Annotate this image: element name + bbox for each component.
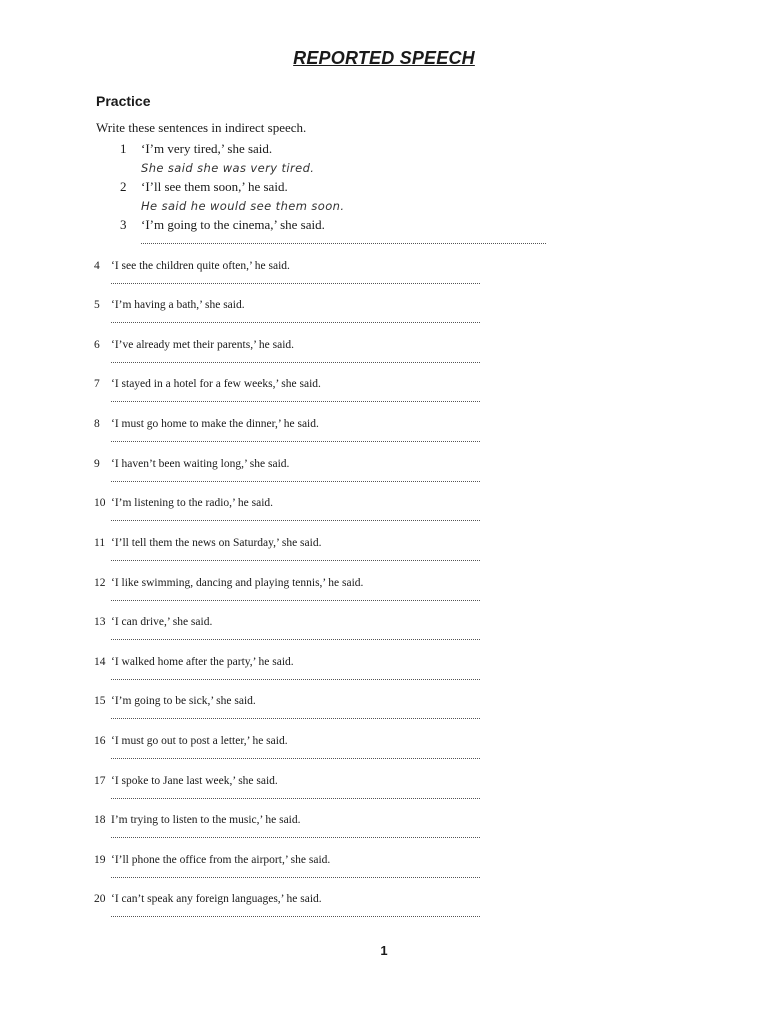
exercise-item [0, 339, 768, 377]
answer-line[interactable] [111, 718, 480, 719]
exercise-item [0, 775, 768, 813]
exercise-sentence: ‘I see the children quite often,’ he said. [111, 260, 290, 272]
example-sentence: ‘I’m going to the cinema,’ she said. [141, 217, 325, 232]
exercise-sentence: ‘I’m going to be sick,’ she said. [111, 695, 256, 707]
exercise-number: 6 [94, 339, 100, 351]
example-item [0, 217, 768, 255]
exercise-sentence: ‘I’m listening to the radio,’ he said. [111, 497, 274, 509]
exercise-number: 10 [94, 497, 106, 509]
example-answer: He said he would see them soon. [141, 199, 345, 213]
exercise-number: 13 [94, 616, 106, 628]
exercise-sentence: ‘I can drive,’ she said. [111, 616, 213, 628]
exercise-item [0, 854, 768, 892]
answer-line[interactable] [111, 798, 480, 799]
exercise-item [0, 577, 768, 615]
exercise-item [0, 814, 768, 852]
exercise-item [0, 616, 768, 654]
exercise-sentence: ‘I walked home after the party,’ he said. [111, 656, 294, 668]
page-title: REPORTED SPEECH [293, 48, 475, 68]
page-number: 1 [380, 943, 388, 958]
answer-line[interactable] [111, 520, 480, 521]
exercise-sentence: I’m trying to listen to the music,’ he said. [111, 814, 301, 826]
example-answer: She said she was very tired. [141, 161, 315, 175]
exercise-item [0, 656, 768, 694]
answer-line[interactable] [111, 639, 480, 640]
exercise-number: 5 [94, 299, 100, 311]
exercise-item [0, 458, 768, 496]
example-number: 1 [120, 141, 127, 156]
answer-line[interactable] [111, 481, 480, 482]
exercise-item [0, 735, 768, 773]
exercise-item [0, 497, 768, 535]
answer-line[interactable] [111, 283, 480, 284]
exercise-item [0, 537, 768, 575]
exercise-sentence: ‘I’ve already met their parents,’ he said. [111, 339, 295, 351]
exercise-sentence: ‘I can’t speak any foreign languages,’ he said. [111, 893, 322, 905]
answer-line[interactable] [111, 441, 480, 442]
exercise-item [0, 378, 768, 416]
exercise-sentence: ‘I haven’t been waiting long,’ she said. [111, 458, 290, 470]
exercise-number: 15 [94, 695, 106, 707]
exercise-sentence: ‘I’ll tell them the news on Saturday,’ she said. [111, 537, 322, 549]
exercise-number: 4 [94, 260, 100, 272]
exercise-number: 18 [94, 814, 106, 826]
exercise-sentence: ‘I must go out to post a letter,’ he said. [111, 735, 288, 747]
answer-line[interactable] [111, 758, 480, 759]
exercise-item [0, 893, 768, 931]
exercise-number: 17 [94, 775, 106, 787]
exercise-sentence: ‘I stayed in a hotel for a few weeks,’ she said. [111, 378, 321, 390]
answer-line[interactable] [111, 362, 480, 363]
example-item [0, 179, 768, 217]
exercise-number: 12 [94, 577, 106, 589]
answer-line[interactable] [111, 600, 480, 601]
answer-line[interactable] [111, 401, 480, 402]
exercise-number: 8 [94, 418, 100, 430]
answer-line[interactable] [111, 877, 480, 878]
answer-line[interactable] [141, 243, 546, 244]
exercise-number: 16 [94, 735, 106, 747]
exercise-number: 14 [94, 656, 106, 668]
exercise-number: 9 [94, 458, 100, 470]
example-number: 3 [120, 217, 127, 232]
answer-line[interactable] [111, 322, 480, 323]
exercise-item [0, 299, 768, 337]
exercise-item [0, 695, 768, 733]
exercise-sentence: ‘I like swimming, dancing and playing tennis,’ he said. [111, 577, 364, 589]
example-sentence: ‘I’m very tired,’ she said. [141, 141, 273, 156]
exercise-number: 19 [94, 854, 106, 866]
example-number: 2 [120, 179, 127, 194]
exercise-number: 20 [94, 893, 106, 905]
section-heading: Practice [96, 93, 151, 109]
exercise-number: 7 [94, 378, 100, 390]
exercise-number: 11 [94, 537, 106, 549]
exercise-item [0, 418, 768, 456]
exercise-item [0, 260, 768, 298]
answer-line[interactable] [111, 837, 480, 838]
example-sentence: ‘I’ll see them soon,’ he said. [141, 179, 288, 194]
instruction-text: Write these sentences in indirect speech. [96, 120, 307, 135]
exercise-sentence: ‘I must go home to make the dinner,’ he said. [111, 418, 319, 430]
exercise-sentence: ‘I’m having a bath,’ she said. [111, 299, 245, 311]
answer-line[interactable] [111, 916, 480, 917]
example-item [0, 141, 768, 179]
exercise-sentence: ‘I’ll phone the office from the airport,’ she said. [111, 854, 331, 866]
exercise-sentence: ‘I spoke to Jane last week,’ she said. [111, 775, 278, 787]
answer-line[interactable] [111, 560, 480, 561]
answer-line[interactable] [111, 679, 480, 680]
